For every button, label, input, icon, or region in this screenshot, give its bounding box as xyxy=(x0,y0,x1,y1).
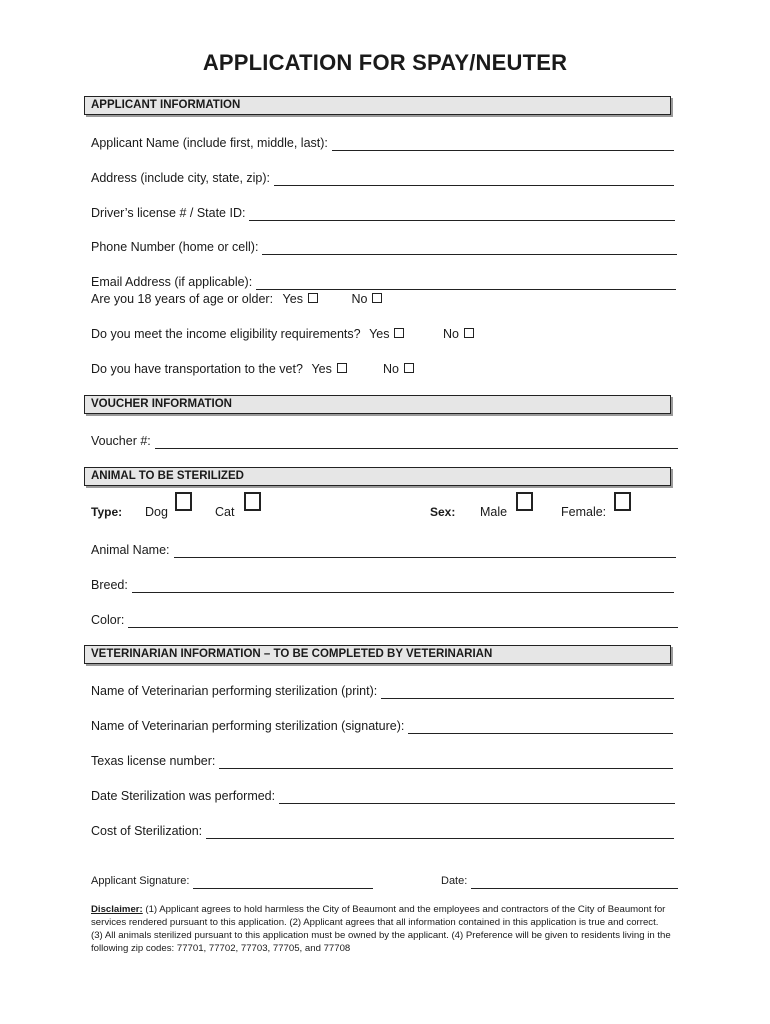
footer-date-field[interactable] xyxy=(441,873,678,889)
email-label: Email Address (if applicable): xyxy=(91,275,253,289)
texas-license-line[interactable] xyxy=(219,756,673,769)
dog-label: Dog xyxy=(145,505,168,519)
age-no-checkbox[interactable] xyxy=(372,293,382,303)
cat-label: Cat xyxy=(215,505,235,519)
vet-name-print-line[interactable] xyxy=(381,686,674,699)
sex-label: Sex: xyxy=(430,505,456,519)
email-line[interactable] xyxy=(256,277,676,290)
drivers-license-label: Driver’s license # / State ID: xyxy=(91,206,246,220)
applicant-name-line[interactable] xyxy=(332,138,674,151)
footer-date-label: Date: xyxy=(441,875,468,887)
section-header-applicant: APPLICANT INFORMATION xyxy=(84,96,671,115)
vet-signature-label: Name of Veterinarian performing sterilization (signature): xyxy=(91,719,405,733)
section-header-voucher: VOUCHER INFORMATION xyxy=(84,395,671,414)
cat-checkbox[interactable] xyxy=(244,492,261,511)
cost-label: Cost of Sterilization: xyxy=(91,824,203,838)
color-field[interactable] xyxy=(91,612,678,628)
transport-question-label: Do you have transportation to the vet? xyxy=(91,362,303,376)
transport-no-label: No xyxy=(383,362,399,376)
applicant-signature-label: Applicant Signature: xyxy=(91,875,190,887)
texas-license-label: Texas license number: xyxy=(91,754,216,768)
breed-label: Breed: xyxy=(91,578,128,592)
cost-line[interactable] xyxy=(206,826,674,839)
transport-yes-label: Yes xyxy=(311,362,332,376)
voucher-label: Voucher #: xyxy=(91,434,151,448)
transport-question-row xyxy=(91,361,347,377)
email-field[interactable] xyxy=(91,274,676,290)
age-yes-checkbox[interactable] xyxy=(308,293,318,303)
animal-name-line[interactable] xyxy=(174,545,677,558)
vet-signature-line[interactable] xyxy=(408,721,673,734)
animal-type-label: Type: xyxy=(91,505,123,519)
dog-checkbox[interactable] xyxy=(175,492,192,511)
applicant-signature-field[interactable] xyxy=(91,873,373,889)
income-question-label: Do you meet the income eligibility requirements? xyxy=(91,327,361,341)
texas-license-field[interactable] xyxy=(91,753,673,769)
voucher-line[interactable] xyxy=(155,436,678,449)
age-question-label: Are you 18 years of age or older: xyxy=(91,292,274,306)
breed-field[interactable] xyxy=(91,577,674,593)
drivers-license-field[interactable] xyxy=(91,205,675,221)
transport-yes-checkbox[interactable] xyxy=(337,363,347,373)
transport-no-option xyxy=(383,361,414,377)
female-checkbox[interactable] xyxy=(614,492,631,511)
drivers-license-line[interactable] xyxy=(249,208,675,221)
female-label: Female: xyxy=(561,505,607,519)
section-header-animal: ANIMAL TO BE STERILIZED xyxy=(84,467,671,486)
vet-signature-field[interactable] xyxy=(91,718,673,734)
income-no-label: No xyxy=(443,327,459,341)
age-yes-label: Yes xyxy=(282,292,303,306)
age-no-label: No xyxy=(351,292,368,306)
vet-name-print-label: Name of Veterinarian performing sterilization (print): xyxy=(91,684,378,698)
transport-no-checkbox[interactable] xyxy=(404,363,414,373)
applicant-name-label: Applicant Name (include first, middle, last): xyxy=(91,136,328,150)
address-field[interactable] xyxy=(91,170,674,186)
income-yes-label: Yes xyxy=(369,327,390,341)
male-checkbox[interactable] xyxy=(516,492,533,511)
sterilization-date-line[interactable] xyxy=(279,791,675,804)
phone-label: Phone Number (home or cell): xyxy=(91,240,259,254)
color-label: Color: xyxy=(91,613,125,627)
section-header-vet: VETERINARIAN INFORMATION – TO BE COMPLETED BY VETERINARIAN xyxy=(84,645,671,664)
applicant-name-field[interactable] xyxy=(91,135,674,151)
color-line[interactable] xyxy=(128,615,678,628)
sterilization-date-field[interactable] xyxy=(91,788,675,804)
address-line[interactable] xyxy=(274,173,674,186)
income-question-row xyxy=(91,326,404,342)
cost-field[interactable] xyxy=(91,823,674,839)
animal-name-label: Animal Name: xyxy=(91,543,170,557)
phone-line[interactable] xyxy=(262,242,677,255)
page-title: APPLICATION FOR SPAY/NEUTER xyxy=(202,50,568,75)
breed-line[interactable] xyxy=(132,580,674,593)
animal-name-field[interactable] xyxy=(91,542,676,558)
vet-name-print-field[interactable] xyxy=(91,683,674,699)
income-no-checkbox[interactable] xyxy=(464,328,474,338)
income-yes-checkbox[interactable] xyxy=(394,328,404,338)
address-label: Address (include city, state, zip): xyxy=(91,171,271,185)
footer-date-line[interactable] xyxy=(471,876,678,889)
disclaimer-label: Disclaimer: xyxy=(91,904,143,915)
sterilization-date-label: Date Sterilization was performed: xyxy=(91,789,276,803)
applicant-signature-line[interactable] xyxy=(193,876,373,889)
male-label: Male xyxy=(480,505,508,519)
age-question-row xyxy=(91,291,382,307)
income-no-option xyxy=(443,326,474,342)
voucher-field[interactable] xyxy=(91,433,678,449)
disclaimer xyxy=(91,903,671,955)
phone-field[interactable] xyxy=(91,239,677,255)
disclaimer-text: (1) Applicant agrees to hold harmless the City of Beaumont and the employees and contractors of the City of Beaumont for services rendered pursuant to this application. (2) Applicant agrees that all information contained in this application is true and correct. (3) All animals sterilized pursuant to this application must be owned by the applicant. (4) Preference will be given to residents living in the following zip codes: 77701, 77702, 77703, 77705, and 77708 xyxy=(91,904,671,954)
